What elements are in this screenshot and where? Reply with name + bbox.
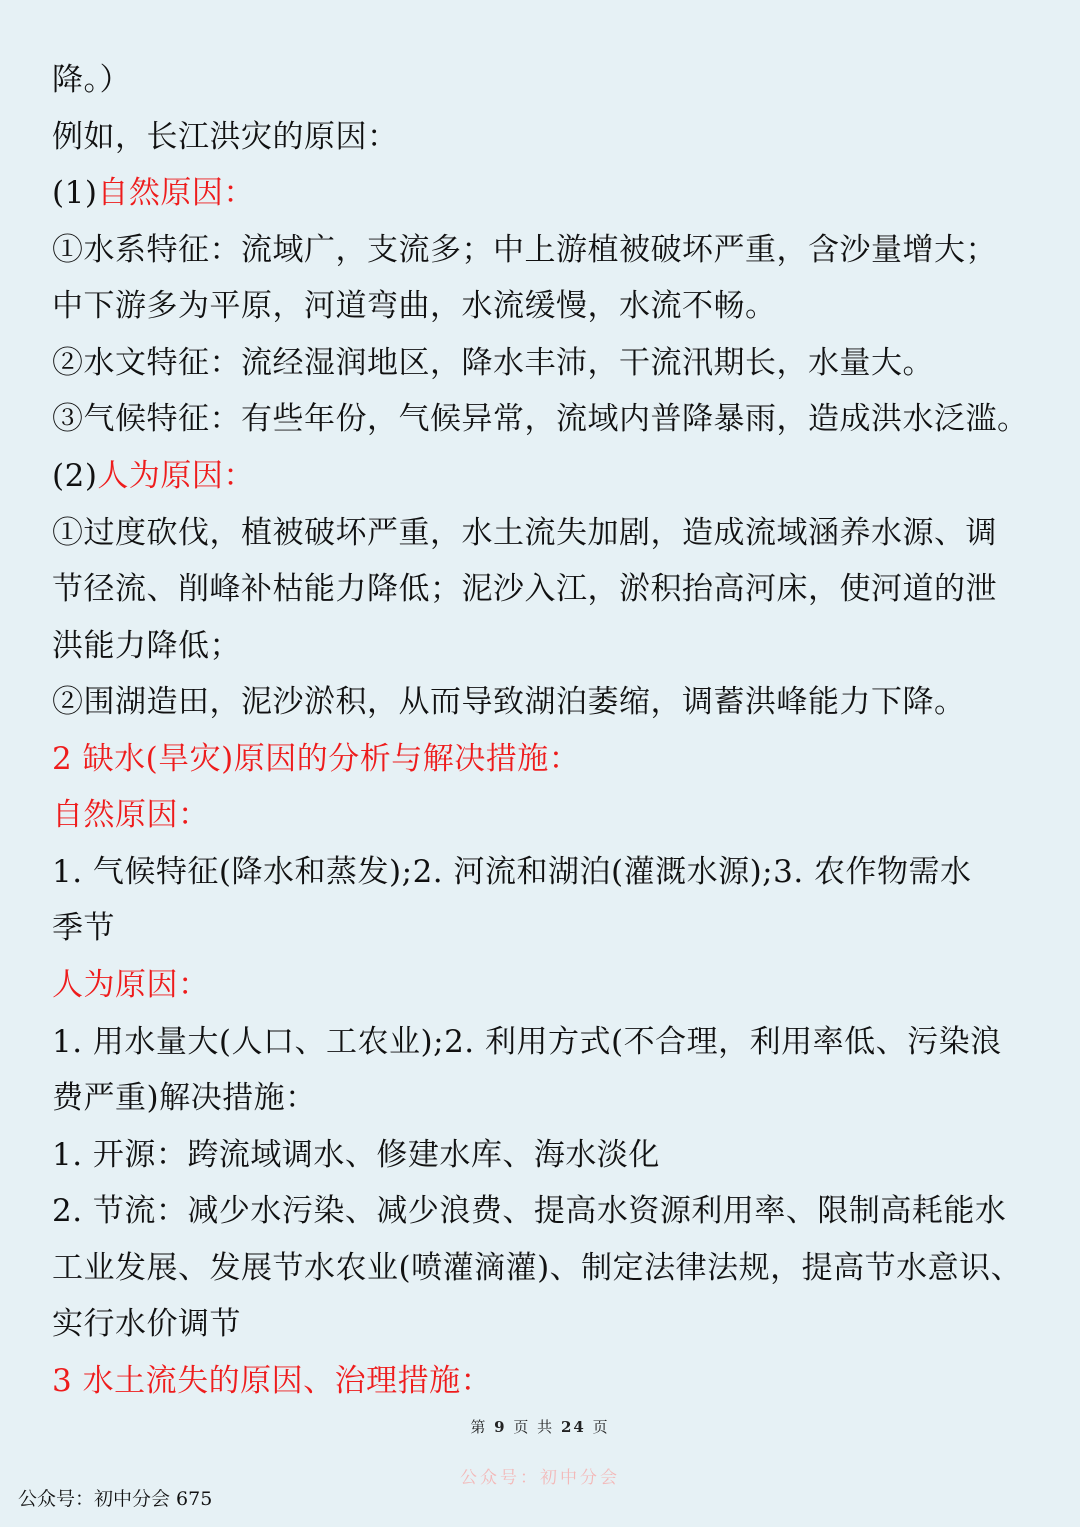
text-line: 节径流、削峰补枯能力降低；泥沙入江，淤积抬高河床，使河道的泄 <box>52 571 997 607</box>
subheading-number: (2) <box>52 458 98 494</box>
text-line: ①水系特征：流域广，支流多；中上游植被破坏严重，含沙量增大； <box>52 232 997 268</box>
text-line: ②水文特征：流经湿润地区，降水丰沛，干流汛期长，水量大。 <box>52 345 934 381</box>
current-page: 9 <box>494 1418 507 1436</box>
text-line: ③气候特征：有些年份，气候异常，流域内普降暴雨，造成洪水泛滥。 <box>52 401 1029 437</box>
text-line: 中下游多为平原，河道弯曲，水流缓慢，水流不畅。 <box>52 288 777 324</box>
page-suffix: 页 <box>592 1418 610 1436</box>
subheading-number: (1) <box>52 175 98 211</box>
text-line: 1. 用水量大(人口、工农业);2. 利用方式(不合理，利用率低、污染浪 <box>52 1024 1002 1060</box>
subheading-human-causes <box>52 448 1042 504</box>
subheading-human-causes: 人为原因： <box>52 967 210 1003</box>
text-line: 季节 <box>52 910 115 946</box>
subheading-natural-causes: 自然原因： <box>52 797 210 833</box>
text-line: 1. 开源：跨流域调水、修建水库、海水淡化 <box>52 1137 660 1173</box>
text-line: 1. 气候特征(降水和蒸发);2. 河流和湖泊(灌溉水源);3. 农作物需水 <box>52 854 972 890</box>
text-line: 2. 节流：减少水污染、减少浪费、提高水资源利用率、限制高耗能水 <box>52 1193 1007 1229</box>
text-line: 洪能力降低； <box>52 628 241 664</box>
text-line: 工业发展、发展节水农业(喷灌滴灌)、制定法律法规，提高节水意识、 <box>52 1250 1023 1286</box>
subheading-natural-causes <box>52 165 1042 221</box>
page-number <box>0 1416 1080 1437</box>
text-line: ②围湖造田，泥沙淤积，从而导致湖泊萎缩，调蓄洪峰能力下降。 <box>52 684 966 720</box>
watermark: 公众号：初中分会 <box>460 1468 620 1488</box>
page-mid: 页 共 <box>513 1418 555 1436</box>
subheading-label: 人为原因： <box>97 458 255 494</box>
section-heading-soil-erosion: 3 水土流失的原因、治理措施： <box>52 1363 493 1399</box>
text-line: 例如，长江洪灾的原因： <box>52 119 399 155</box>
text-line: 费严重)解决措施： <box>52 1080 317 1116</box>
text-line: 实行水价调节 <box>52 1306 241 1342</box>
subheading-label: 自然原因： <box>97 175 255 211</box>
text-line: 降。） <box>52 62 131 98</box>
source-watermark: 公众号：初中分会 675 <box>18 1488 213 1510</box>
section-heading-water-shortage: 2 缺水(旱灾)原因的分析与解决措施： <box>52 741 581 777</box>
total-pages: 24 <box>560 1418 586 1436</box>
text-line: ①过度砍伐，植被破坏严重，水土流失加剧，造成流域涵养水源、调 <box>52 515 997 551</box>
page-prefix: 第 <box>470 1418 488 1436</box>
